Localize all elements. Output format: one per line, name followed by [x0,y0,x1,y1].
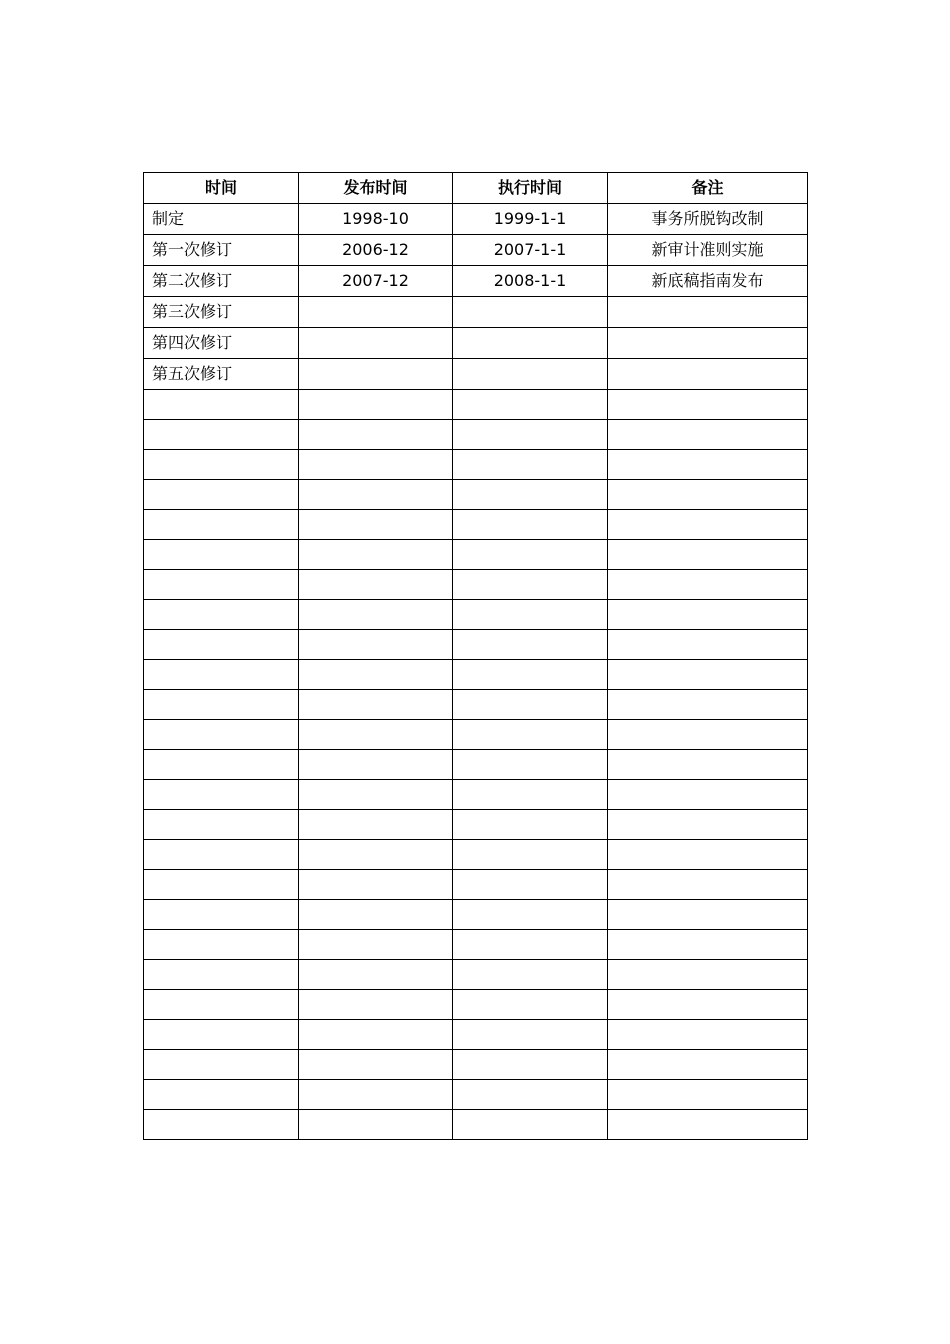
publish-date-cell [299,750,453,780]
publish-date-cell [299,600,453,630]
time-cell [144,960,299,990]
table-row [144,420,808,450]
time-cell [144,540,299,570]
publish-date-cell [299,420,453,450]
remarks-cell [608,990,808,1020]
time-cell [144,930,299,960]
table-row [144,1050,808,1080]
table-row [144,390,808,420]
publish-date-cell [299,990,453,1020]
time-cell: 第一次修订 [144,235,299,266]
effective-date-cell [453,900,608,930]
time-cell [144,570,299,600]
time-cell [144,450,299,480]
time-cell: 第三次修订 [144,297,299,328]
remarks-cell [608,930,808,960]
table-row [144,204,808,235]
effective-date-cell [453,660,608,690]
remarks-cell [608,420,808,450]
effective-date-cell [453,630,608,660]
publish-date-cell [299,690,453,720]
table-row [144,266,808,297]
table-header [144,173,808,204]
table-row [144,540,808,570]
effective-date-cell [453,1020,608,1050]
publish-date-cell [299,570,453,600]
publish-date-cell [299,780,453,810]
publish-date-cell [299,900,453,930]
remarks-cell [608,297,808,328]
table-row [144,720,808,750]
effective-date-cell [453,420,608,450]
effective-date-cell [453,750,608,780]
publish-date-cell [299,359,453,390]
effective-date-cell [453,990,608,1020]
time-cell [144,990,299,1020]
effective-date-cell [453,570,608,600]
time-cell [144,780,299,810]
remarks-cell: 新审计准则实施 [608,235,808,266]
time-cell [144,1050,299,1080]
remarks-cell [608,720,808,750]
remarks-cell [608,840,808,870]
effective-date-cell [453,930,608,960]
effective-date-cell [453,720,608,750]
effective-date-cell [453,1080,608,1110]
publish-date-cell [299,870,453,900]
time-cell [144,1110,299,1140]
publish-date-cell [299,540,453,570]
table-row [144,1020,808,1050]
effective-date-cell [453,540,608,570]
remarks-cell [608,450,808,480]
time-cell [144,390,299,420]
header-row [144,173,808,204]
table-row [144,780,808,810]
table-row [144,990,808,1020]
header-remarks: 备注 [608,173,808,204]
remarks-cell [608,690,808,720]
publish-date-cell [299,1110,453,1140]
remarks-cell [608,810,808,840]
time-cell [144,840,299,870]
publish-date-cell [299,660,453,690]
effective-date-cell: 1999-1-1 [453,204,608,235]
publish-date-cell: 1998-10 [299,204,453,235]
time-cell [144,750,299,780]
remarks-cell [608,780,808,810]
table-row [144,810,808,840]
time-cell [144,600,299,630]
effective-date-cell [453,1050,608,1080]
table-row [144,900,808,930]
table-row [144,690,808,720]
publish-date-cell [299,510,453,540]
effective-date-cell [453,1110,608,1140]
header-publish-date: 发布时间 [299,173,453,204]
table-row [144,600,808,630]
effective-date-cell [453,780,608,810]
time-cell [144,720,299,750]
time-cell: 第四次修订 [144,328,299,359]
effective-date-cell: 2008-1-1 [453,266,608,297]
effective-date-cell [453,600,608,630]
time-cell [144,420,299,450]
remarks-cell [608,540,808,570]
remarks-cell [608,1110,808,1140]
table-row [144,630,808,660]
header-effective-date: 执行时间 [453,173,608,204]
publish-date-cell [299,960,453,990]
time-cell [144,810,299,840]
table-row [144,1110,808,1140]
remarks-cell [608,900,808,930]
remarks-cell [608,390,808,420]
table-row [144,450,808,480]
remarks-cell [608,1050,808,1080]
time-cell [144,660,299,690]
time-cell: 制定 [144,204,299,235]
remarks-cell [608,480,808,510]
revision-history-table [143,172,808,1140]
table-row [144,235,808,266]
table-row [144,750,808,780]
header-time: 时间 [144,173,299,204]
table-row [144,510,808,540]
time-cell [144,870,299,900]
publish-date-cell [299,450,453,480]
publish-date-cell: 2006-12 [299,235,453,266]
time-cell: 第五次修订 [144,359,299,390]
publish-date-cell [299,390,453,420]
table-row [144,328,808,359]
time-cell [144,1080,299,1110]
table-row [144,840,808,870]
remarks-cell: 事务所脱钩改制 [608,204,808,235]
effective-date-cell [453,359,608,390]
time-cell [144,900,299,930]
effective-date-cell [453,810,608,840]
table-row [144,1080,808,1110]
remarks-cell [608,870,808,900]
remarks-cell [608,960,808,990]
table-row [144,297,808,328]
effective-date-cell [453,328,608,359]
remarks-cell [608,1020,808,1050]
remarks-cell [608,328,808,359]
effective-date-cell [453,480,608,510]
table-row [144,870,808,900]
publish-date-cell [299,810,453,840]
remarks-cell [608,750,808,780]
time-cell [144,480,299,510]
effective-date-cell [453,870,608,900]
remarks-cell [608,600,808,630]
effective-date-cell [453,390,608,420]
table-row [144,660,808,690]
remarks-cell [608,570,808,600]
effective-date-cell [453,450,608,480]
table-row [144,570,808,600]
publish-date-cell [299,930,453,960]
remarks-cell [608,359,808,390]
remarks-cell [608,630,808,660]
effective-date-cell [453,690,608,720]
publish-date-cell [299,720,453,750]
table-row [144,960,808,990]
effective-date-cell: 2007-1-1 [453,235,608,266]
publish-date-cell [299,328,453,359]
effective-date-cell [453,960,608,990]
effective-date-cell [453,840,608,870]
table-row [144,359,808,390]
remarks-cell [608,1080,808,1110]
remarks-cell [608,510,808,540]
effective-date-cell [453,297,608,328]
remarks-cell: 新底稿指南发布 [608,266,808,297]
table-body [144,204,808,1140]
publish-date-cell [299,1080,453,1110]
publish-date-cell [299,630,453,660]
publish-date-cell [299,480,453,510]
publish-date-cell: 2007-12 [299,266,453,297]
effective-date-cell [453,510,608,540]
publish-date-cell [299,1020,453,1050]
time-cell [144,630,299,660]
time-cell: 第二次修订 [144,266,299,297]
table-row [144,930,808,960]
publish-date-cell [299,297,453,328]
publish-date-cell [299,840,453,870]
time-cell [144,510,299,540]
table-row [144,480,808,510]
time-cell [144,1020,299,1050]
remarks-cell [608,660,808,690]
publish-date-cell [299,1050,453,1080]
time-cell [144,690,299,720]
